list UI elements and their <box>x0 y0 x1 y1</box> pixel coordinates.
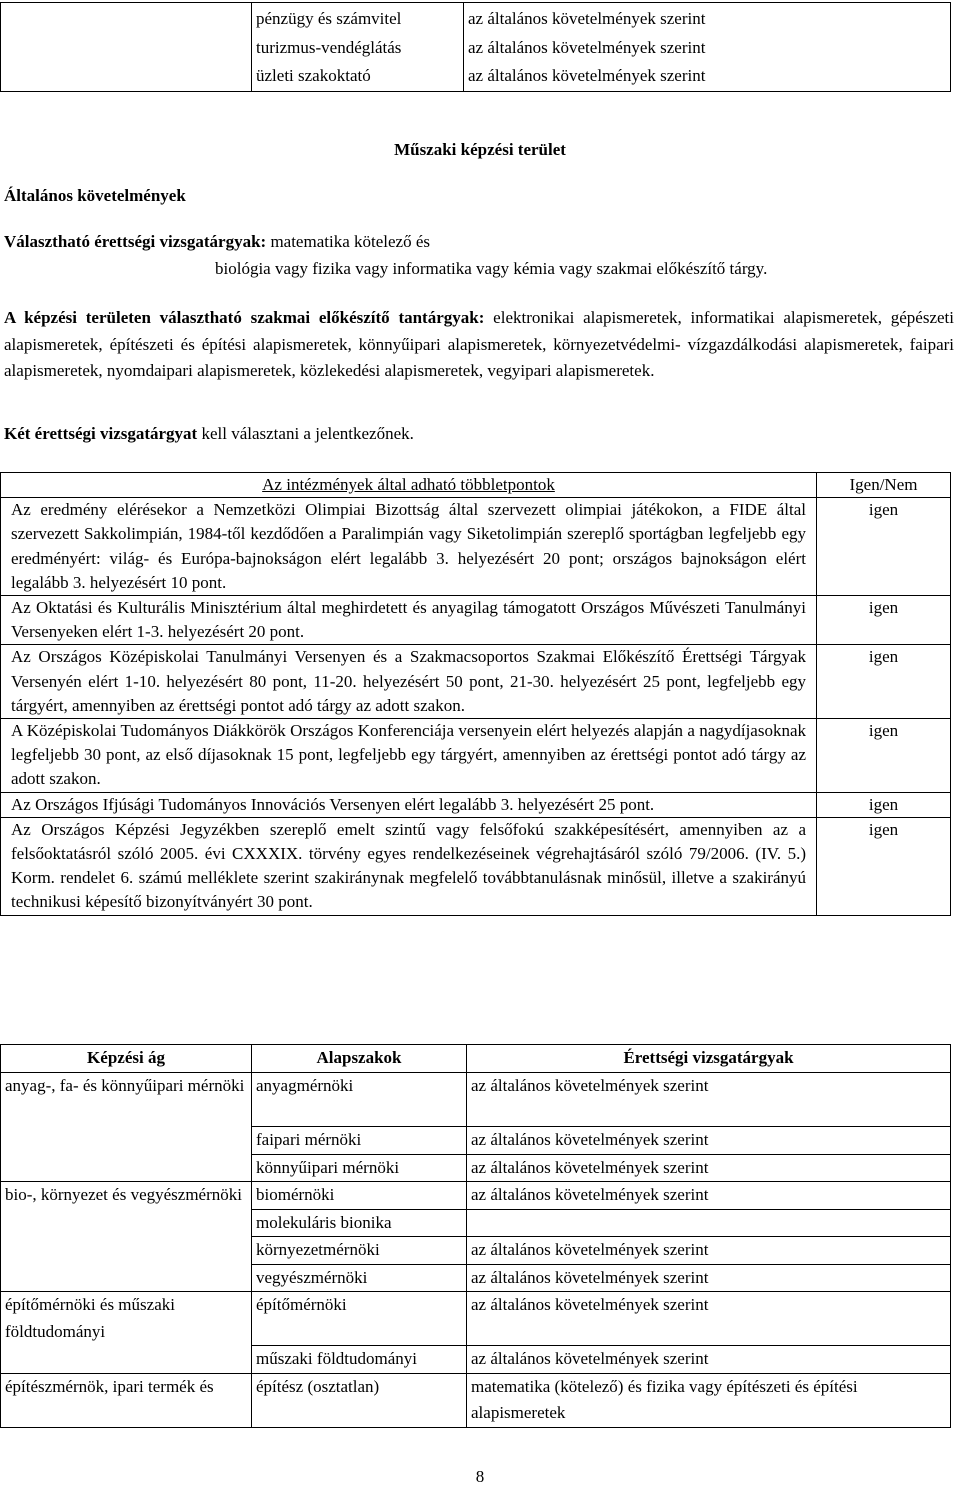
exam-cell: az általános követelmények szerint <box>467 1154 951 1182</box>
major-cell: építész (osztatlan) <box>252 1373 467 1427</box>
points-value: igen <box>817 645 951 719</box>
extra-points-header: Az intézmények által adható többletpontok <box>1 473 817 498</box>
points-description: Az Országos Középiskolai Tanulmányi Versenyen és a Szakmacsoportos Szakmai Előkészítő Érettségi Tárgyak Versenyén elért 1-10. helyezésért 80 pont, 11-20. helyezésért 50 pont, 21-30. helyezésért 25 pont, legfeljebb egy tárgyért, amennyiben az érettségi pontot adó tárgy az adott szakon. <box>1 645 817 719</box>
points-value: igen <box>817 596 951 645</box>
two-subjects-note <box>4 424 414 444</box>
table-row <box>1 792 951 817</box>
points-description: Az eredmény elérésekor a Nemzetközi Olimpiai Bizottság által szervezett olimpiai játékokon, a FIDE által szervezett Sakkolimpián, 1984-től kezdődően a Paralimpián vagy Siketolimpián szereplő sportágban legfeljebb egy eredményért: világ- és Európa-bajnokságon elért legalább 3. helyezésért 20 pont; országos bajnokságon elért legalább 3. helyezésért 10 pont. <box>1 498 817 596</box>
exam-cell: az általános követelmények szerint <box>467 1237 951 1265</box>
subject-name: turizmus-vendéglátás <box>256 37 402 57</box>
table-row <box>1 817 951 915</box>
requirement-text: az általános követelmények szerint <box>468 37 706 57</box>
exam-cell: az általános követelmények szerint <box>467 1292 951 1346</box>
exam-header: Érettségi vizsgatárgyak <box>467 1045 951 1073</box>
subject-list-cell <box>252 3 464 92</box>
majors-table <box>0 1044 951 1428</box>
requirement-text: az általános követelmények szerint <box>468 66 706 85</box>
major-cell: műszaki földtudományi <box>252 1346 467 1374</box>
prep-subjects-text: elektronikai alapismeretek, informatikai alapismeretek, gépészeti alapismeretek, építészeti és építési alapismeretek, könnyűipari alapismeretek, környezetvédelmi- vízgazdálkodási alapismeretek, faipari alapismeretek, nyomdaipari alapismeretek, közlekedési alapismeretek, vegyipari alapismeretek. <box>4 308 955 380</box>
exam-cell: az általános követelmények szerint <box>467 1346 951 1374</box>
page-number: 8 <box>475 1467 485 1486</box>
exam-cell: az általános követelmények szerint <box>467 1182 951 1210</box>
table-row <box>1 645 951 719</box>
points-description: Az Oktatási és Kulturális Minisztérium által meghirdetett és anyagilag támogatott Országos Művészeti Tanulmányi Versenyeken elért 1-3. helyezésért 20 pont. <box>1 596 817 645</box>
top-subject-table <box>0 2 951 92</box>
points-description: Az Országos Képzési Jegyzékben szereplő emelt szintű vagy felsőfokú szakképesítésért, amennyiben az a felsőoktatásról szóló 2005. évi CXXXIX. törvény egyes rendelkezéseinek végrehajtásáról szóló 79/2006. (IV. 5.) Korm. rendelet 6. számú melléklete szerint szakiránynak megfelelő továbbtanulásnak minősül, illetve a szakirányú technikusi képesítő bizonyítványért 30 pont. <box>1 817 817 915</box>
subject-name: pénzügy és számvitel <box>256 9 402 28</box>
major-header: Alapszakok <box>252 1045 467 1073</box>
branch-cell: építőmérnöki és műszaki földtudományi <box>1 1292 252 1374</box>
yes-no-header: Igen/Nem <box>817 473 951 498</box>
major-cell: biomérnöki <box>252 1182 467 1210</box>
exam-cell <box>467 1209 951 1237</box>
table-row <box>1 1373 951 1427</box>
exam-cell: matematika (kötelező) és fizika vagy építészeti és építési alapismeretek <box>467 1373 951 1427</box>
requirement-list-cell <box>464 3 951 92</box>
table-row <box>1 719 951 793</box>
exam-subjects-line1 <box>4 232 430 252</box>
exam-cell: az általános követelmények szerint <box>467 1073 951 1127</box>
major-cell: környezetmérnöki <box>252 1237 467 1265</box>
requirement-text: az általános követelmények szerint <box>468 9 706 28</box>
empty-cell <box>1 3 252 92</box>
major-cell: építőmérnöki <box>252 1292 467 1346</box>
major-cell: anyagmérnöki <box>252 1073 467 1127</box>
branch-cell: építészmérnök, ipari termék és <box>1 1373 252 1427</box>
table-row <box>1 1073 951 1127</box>
points-description: Az Országos Ifjúsági Tudományos Innovációs Versenyen elért legalább 3. helyezésért 25 pont. <box>1 792 817 817</box>
prep-subjects-label: A képzési területen választható szakmai előkészítő tantárgyak: <box>4 308 485 327</box>
exam-cell: az általános követelmények szerint <box>467 1127 951 1155</box>
table-header-row <box>1 473 951 498</box>
two-subjects-bold: Két érettségi vizsgatárgyat <box>4 424 198 443</box>
branch-cell: anyag-, fa- és könnyűipari mérnöki <box>1 1073 252 1182</box>
major-cell: molekuláris bionika <box>252 1209 467 1237</box>
general-heading: Általános követelmények <box>4 186 186 205</box>
branch-header: Képzési ág <box>1 1045 252 1073</box>
exam-subjects-text: matematika kötelező és <box>270 232 430 251</box>
exam-subjects-label: Választható érettségi vizsgatárgyak: <box>4 232 267 251</box>
prep-subjects-paragraph <box>4 305 954 385</box>
major-cell: könnyűipari mérnöki <box>252 1154 467 1182</box>
table-row <box>1 1182 951 1210</box>
subject-name: üzleti szakoktató <box>256 66 371 85</box>
table-row <box>1 3 951 92</box>
extra-points-table <box>0 472 951 916</box>
exam-subjects-line2: biológia vagy fizika vagy informatika vagy kémia vagy szakmai előkészítő tárgy. <box>215 259 768 278</box>
points-description: A Középiskolai Tudományos Diákkörök Országos Konferenciája versenyein elért helyezés alapján a nagydíjasoknak legfeljebb 30 pont, az első díjasoknak 15 pont, legfeljebb egy tárgyért, amennyiben az érettségi pontot adó tárgy az adott szakon. <box>1 719 817 793</box>
table-row <box>1 1292 951 1346</box>
points-value: igen <box>817 817 951 915</box>
major-cell: faipari mérnöki <box>252 1127 467 1155</box>
two-subjects-rest: kell választani a jelentkezőnek. <box>201 424 414 443</box>
points-value: igen <box>817 498 951 596</box>
table-row <box>1 596 951 645</box>
points-value: igen <box>817 719 951 793</box>
section-title: Műszaki képzési terület <box>394 140 566 159</box>
table-row <box>1 498 951 596</box>
exam-cell: az általános követelmények szerint <box>467 1264 951 1292</box>
branch-cell: bio-, környezet és vegyészmérnöki <box>1 1182 252 1292</box>
table-header-row <box>1 1045 951 1073</box>
points-value: igen <box>817 792 951 817</box>
major-cell: vegyészmérnöki <box>252 1264 467 1292</box>
